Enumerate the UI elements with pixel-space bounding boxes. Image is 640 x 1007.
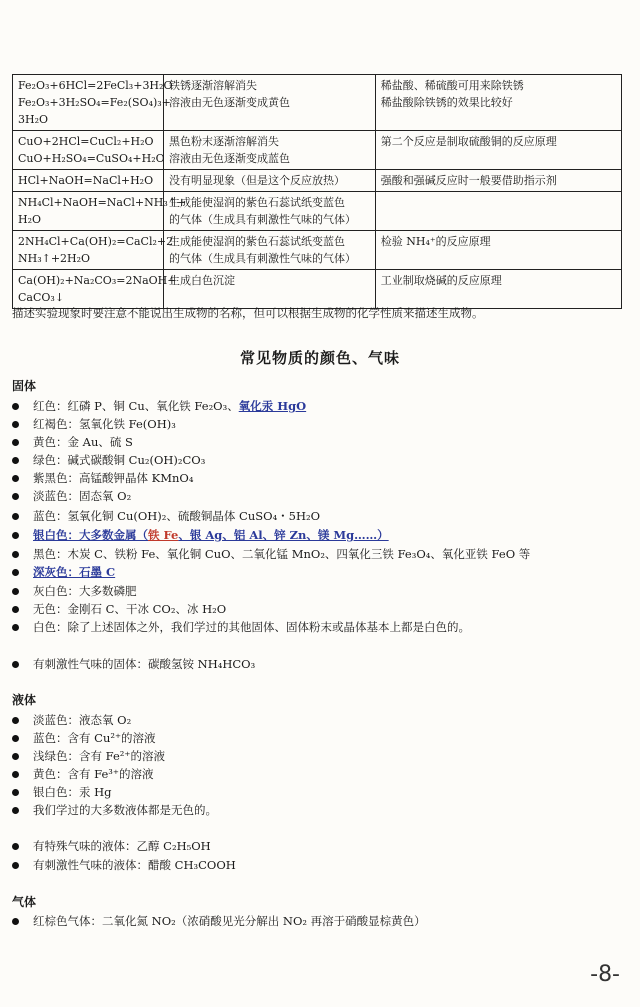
table-row: [13, 231, 622, 270]
list-item: 淡蓝色：固态氧 O₂: [12, 487, 131, 505]
solid-heading: 固体: [12, 379, 37, 393]
bullet-icon: [12, 551, 19, 558]
list-item: 蓝色：氢氧化铜 Cu(OH)₂、硫酸铜晶体 CuSO₄・5H₂O: [12, 507, 320, 525]
list-item: 有刺激性气味的固体：碳酸氢铵 NH₄HCO₃: [12, 655, 255, 673]
cell-line: NH₄Cl+NaOH=NaCl+NH₃↑+: [18, 196, 187, 209]
bullet-icon: [12, 843, 19, 850]
note-cell: [375, 270, 621, 309]
list-item: 白色：除了上述固体之外，我们学过的其他固体、固体粉末或晶体基本上都是白色的。: [12, 618, 470, 636]
bullet-icon: [12, 513, 19, 520]
bullet-icon: [12, 789, 19, 796]
bullet-icon: [12, 918, 19, 925]
note-cell: [375, 231, 621, 270]
cell-line: 检验 NH₄⁺的反应原理: [380, 235, 491, 248]
cell-line: Fe₂O₃+6HCl=2FeCl₃+3H₂O: [18, 79, 173, 92]
cell-line: 生成能使湿润的紫色石蕊试纸变蓝色: [168, 196, 345, 209]
cell-line: 溶液由无色逐渐变成蓝色: [168, 152, 290, 165]
list-item: 银白色：大多数金属（铁 Fe、银 Ag、铝 Al、锌 Zn、镁 Mg……）: [12, 526, 389, 544]
phenomenon-cell: [163, 131, 375, 170]
list-item: 红棕色气体：二氧化氮 NO₂（浓硝酸见光分解出 NO₂ 再溶于硝酸显棕黄色）: [12, 912, 426, 930]
list-item: 黄色：含有 Fe³⁺的溶液: [12, 765, 154, 783]
cell-line: 强酸和强碱反应时一般要借助指示剂: [380, 174, 557, 187]
list-item: 灰白色：大多数磷肥: [12, 582, 137, 600]
phenomenon-cell: [163, 75, 375, 131]
list-item: 黄色：金 Au、硫 S: [12, 433, 133, 451]
cell-line: 的气体（生成具有刺激性气味的气体）: [168, 252, 356, 265]
cell-line: 3H₂O: [18, 113, 49, 126]
cell-line: 生成能使湿润的紫色石蕊试纸变蓝色: [168, 235, 345, 248]
phenomenon-cell: [163, 231, 375, 270]
bullet-icon: [12, 862, 19, 869]
list-item: 蓝色：含有 Cu²⁺的溶液: [12, 729, 156, 747]
bullet-icon: [12, 493, 19, 500]
bullet-icon: [12, 532, 19, 539]
cell-line: 黑色粉末逐渐溶解消失: [168, 135, 279, 148]
bullet-icon: [12, 457, 19, 464]
equation-cell: [13, 270, 177, 309]
cell-line: 生成白色沉淀: [168, 274, 235, 287]
list-item: 红色：红磷 P、铜 Cu、氧化铁 Fe₂O₃、氧化汞 HgO: [12, 397, 306, 415]
list-item: 有刺激性气味的液体：醋酸 CH₃COOH: [12, 856, 236, 874]
liquid-heading: 液体: [12, 693, 37, 707]
bullet-icon: [12, 569, 19, 576]
page-number: -8-: [590, 962, 620, 987]
note-cell: [375, 192, 621, 231]
observation-note: 描述实验现象时要注意不能说出生成物的名称，但可以根据生成物的化学性质来描述生成物。: [12, 306, 484, 320]
list-item: 紫黑色：高锰酸钾晶体 KMnO₄: [12, 469, 193, 487]
section-title: 常见物质的颜色、气味: [239, 349, 400, 367]
list-item: 深灰色：石墨 C: [12, 563, 115, 581]
equation-cell: [13, 75, 173, 131]
bullet-icon: [12, 421, 19, 428]
equation-cell: [13, 231, 174, 270]
cell-line: 的气体（生成具有刺激性气味的气体）: [168, 213, 356, 226]
table-row: [13, 192, 622, 231]
list-item: 淡蓝色：液态氧 O₂: [12, 711, 131, 729]
bullet-icon: [12, 475, 19, 482]
list-item: 我们学过的大多数液体都是无色的。: [12, 801, 217, 819]
cell-line: CuO+2HCl=CuCl₂+H₂O: [18, 135, 154, 148]
bullet-icon: [12, 588, 19, 595]
table-row: [13, 131, 622, 170]
bullet-icon: [12, 624, 19, 631]
note-cell: [375, 75, 621, 131]
note-cell: [375, 131, 621, 170]
list-item: 绿色：碱式碳酸铜 Cu₂(OH)₂CO₃: [12, 451, 205, 469]
cell-line: HCl+NaOH=NaCl+H₂O: [18, 174, 154, 187]
cell-line: CuO+H₂SO₄=CuSO₄+H₂O: [18, 152, 165, 165]
list-item: 无色：金刚石 C、干冰 CO₂、冰 H₂O: [12, 600, 226, 618]
table-row: [13, 270, 622, 309]
bullet-icon: [12, 439, 19, 446]
cell-line: 溶液由无色逐渐变成黄色: [168, 96, 290, 109]
cell-line: 稀盐酸、稀硫酸可用来除铁锈: [380, 79, 524, 92]
bullet-icon: [12, 403, 19, 410]
cell-line: Fe₂O₃+3H₂SO₄=Fe₂(SO₄)₃+: [18, 96, 171, 109]
equation-cell: [13, 170, 164, 192]
list-item: 浅绿色：含有 Fe²⁺的溶液: [12, 747, 165, 765]
phenomenon-cell: [163, 192, 375, 231]
table-row: [13, 170, 622, 192]
cell-line: 稀盐酸除铁锈的效果比较好: [380, 96, 513, 109]
list-item: 黑色：木炭 C、铁粉 Fe、氧化铜 CuO、二氧化锰 MnO₂、四氧化三铁 Fe₃O₄、氧化亚铁 FeO 等: [12, 545, 530, 563]
phenomenon-cell: [163, 270, 375, 309]
cell-line: CaCO₃↓: [18, 291, 65, 304]
list-item: 银白色：汞 Hg: [12, 783, 112, 801]
reaction-table: [12, 74, 622, 309]
bullet-icon: [12, 771, 19, 778]
bullet-icon: [12, 807, 19, 814]
cell-line: Ca(OH)₂+Na₂CO₃=2NaOH+: [18, 274, 177, 287]
cell-line: NH₃↑+2H₂O: [18, 252, 91, 265]
note-cell: [375, 170, 621, 192]
phenomenon-cell: [163, 170, 375, 192]
bullet-icon: [12, 661, 19, 668]
table-row: [13, 75, 622, 131]
bullet-icon: [12, 753, 19, 760]
cell-line: 第二个反应是制取硫酸铜的反应原理: [380, 135, 557, 148]
equation-cell: [13, 192, 187, 231]
cell-line: 工业制取烧碱的反应原理: [380, 274, 502, 287]
bullet-icon: [12, 717, 19, 724]
bullet-icon: [12, 735, 19, 742]
cell-line: 铁锈逐渐溶解消失: [168, 79, 257, 92]
cell-line: H₂O: [18, 213, 42, 226]
bullet-icon: [12, 606, 19, 613]
list-item: 红褐色：氢氧化铁 Fe(OH)₃: [12, 415, 176, 433]
list-item: 有特殊气味的液体：乙醇 C₂H₅OH: [12, 837, 211, 855]
gas-heading: 气体: [12, 895, 37, 909]
cell-line: 没有明显现象（但是这个反应放热）: [168, 174, 345, 187]
equation-cell: [13, 131, 164, 170]
cell-line: 2NH₄Cl+Ca(OH)₂=CaCl₂+2: [18, 235, 174, 248]
